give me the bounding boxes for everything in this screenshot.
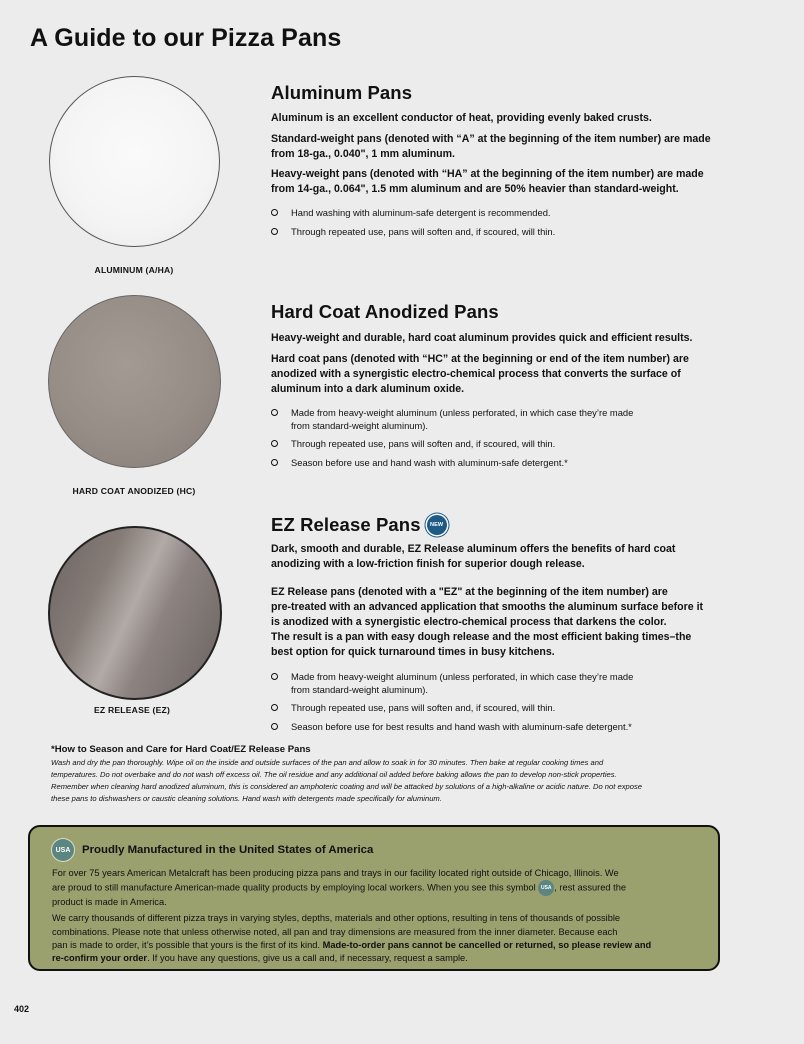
hard-coat-description: Hard coat pans (denoted with “HC” at the beginning or end of the item number) are anodized with a synergistic electro-chemical process that converts the surface of aluminum into a dark aluminum oxide.	[271, 353, 689, 395]
aluminum-pan-image	[49, 76, 220, 247]
list-item: Made from heavy-weight aluminum (unless perforated, in which case they’re made from standard-weight aluminum).	[271, 406, 731, 432]
aluminum-intro: Aluminum is an excellent conductor of heat, providing evenly baked crusts.	[271, 112, 652, 124]
page-number: 402	[14, 1004, 30, 1014]
list-item: Season before use and hand wash with aluminum-safe detergent.*	[271, 456, 731, 469]
care-title: *How to Season and Care for Hard Coat/EZ Release Pans	[51, 744, 311, 755]
list-item: Through repeated use, pans will soften and, if scoured, will thin.	[271, 701, 731, 714]
ez-release-section	[271, 514, 731, 733]
ez-release-title: EZ Release Pans	[271, 514, 421, 535]
hard-coat-pan-label: HARD COAT ANODIZED (HC)	[72, 486, 196, 496]
bullet-icon	[271, 409, 278, 416]
reconfirm-notice: re-confirm your order	[52, 953, 148, 964]
bullet-icon	[271, 228, 278, 235]
ez-release-intro: Dark, smooth and durable, EZ Release aluminum offers the benefits of hard coat anodizing with a low-friction finish for superior dough release.	[271, 543, 676, 570]
list-item: Hand washing with aluminum-safe detergent is recommended.	[271, 206, 731, 219]
list-item: Through repeated use, pans will soften and, if scoured, will thin.	[271, 437, 731, 450]
bullet-icon	[271, 704, 278, 711]
care-instructions	[51, 744, 751, 805]
usa-header	[52, 839, 696, 861]
list-item: Made from heavy-weight aluminum (unless perforated, in which case they’re made from standard-weight aluminum).	[271, 670, 731, 696]
ez-release-pan-label: EZ RELEASE (EZ)	[93, 705, 171, 715]
hard-coat-title: Hard Coat Anodized Pans	[271, 301, 499, 322]
new-badge: NEW	[427, 515, 447, 535]
bullet-icon	[271, 459, 278, 466]
usa-paragraph-1: For over 75 years American Metalcraft has been producing pizza pans and trays in our facility located right outside of Chicago, Illinois. We are proud to still manufacture American-made quality products by employing local workers. When you see this symbol USA , rest assured the product is made in America.	[52, 868, 627, 908]
hard-coat-section	[271, 301, 731, 469]
list-item: Through repeated use, pans will soften and, if scoured, will thin.	[271, 225, 731, 238]
bullet-icon	[271, 723, 278, 730]
aluminum-title: Aluminum Pans	[271, 82, 413, 103]
made-in-usa-box	[28, 825, 720, 971]
ez-release-pan-image	[48, 526, 222, 700]
usa-inline-badge-icon: USA	[538, 880, 554, 896]
hard-coat-intro: Heavy-weight and durable, hard coat aluminum provides quick and efficient results.	[271, 332, 693, 344]
usa-paragraph-2: We carry thousands of different pizza trays in varying styles, depths, materials and other options, resulting in tens of thousands of possible combinations. Please note that unless otherwise noted, all pan and tray dimensions are measured from the inner diameter. Because each pan is made to order, it’s possible that yours is the first of its kind. Made-to-order pans cannot be cancelled or returned, so please review and re-confirm your order. If you have any questions, give us a call and, if necessary, request a sample.	[52, 913, 652, 964]
usa-title: Proudly Manufactured in the United States of America	[82, 844, 374, 856]
ez-release-heading	[271, 514, 731, 536]
aluminum-pan-label: ALUMINUM (A/HA)	[94, 265, 174, 275]
bullet-icon	[271, 209, 278, 216]
aluminum-standard-weight: Standard-weight pans (denoted with “A” at the beginning of the item number) are made from 18-ga., 0.040", 1 mm aluminum.	[271, 133, 711, 160]
bullet-icon	[271, 440, 278, 447]
no-return-notice: Made-to-order pans cannot be cancelled or returned, so please review and	[322, 939, 652, 950]
usa-badge-icon: USA	[52, 839, 74, 861]
aluminum-bullets	[271, 206, 731, 238]
page-title: A Guide to our Pizza Pans	[30, 24, 342, 52]
list-item: Season before use for best results and hand wash with aluminum-safe detergent.*	[271, 720, 731, 733]
hard-coat-bullets	[271, 406, 731, 469]
hard-coat-pan-image	[48, 295, 221, 468]
aluminum-section	[271, 82, 731, 238]
ez-release-description: EZ Release pans (denoted with a "EZ" at the beginning of the item number) are pre-treated with an advanced application that smooths the aluminum surface before it is anodized with a synergistic electro-chemical process that darkens the color. The result is a pan with easy dough release and the most efficient baking times–the best option for quick turnaround times in busy kitchens.	[271, 586, 704, 658]
ez-release-bullets	[271, 670, 731, 733]
aluminum-heavy-weight: Heavy-weight pans (denoted with “HA” at the beginning of the item number) are made from 14-ga., 0.064", 1.5 mm aluminum and are 50% heavier than standard-weight.	[271, 168, 704, 195]
bullet-icon	[271, 673, 278, 680]
care-text: Wash and dry the pan thoroughly. Wipe oil on the inside and outside surfaces of the pan and allow to soak in for 30 minutes. Then bake at regular cooking times and temperatures. Do not overbake and do not wash off excess oil. The oil residue and any additional oil added before baking allows the pan to develop non-stick properties. Remember when cleaning hard anodized aluminum, this is considered an amphoteric coating and will be attacked by solutions of a high-alkaline or acidic nature. Do not expose these pans to dishwashers or caustic cleaning solutions. Hand wash with detergents made specifically for aluminum.	[51, 758, 642, 803]
